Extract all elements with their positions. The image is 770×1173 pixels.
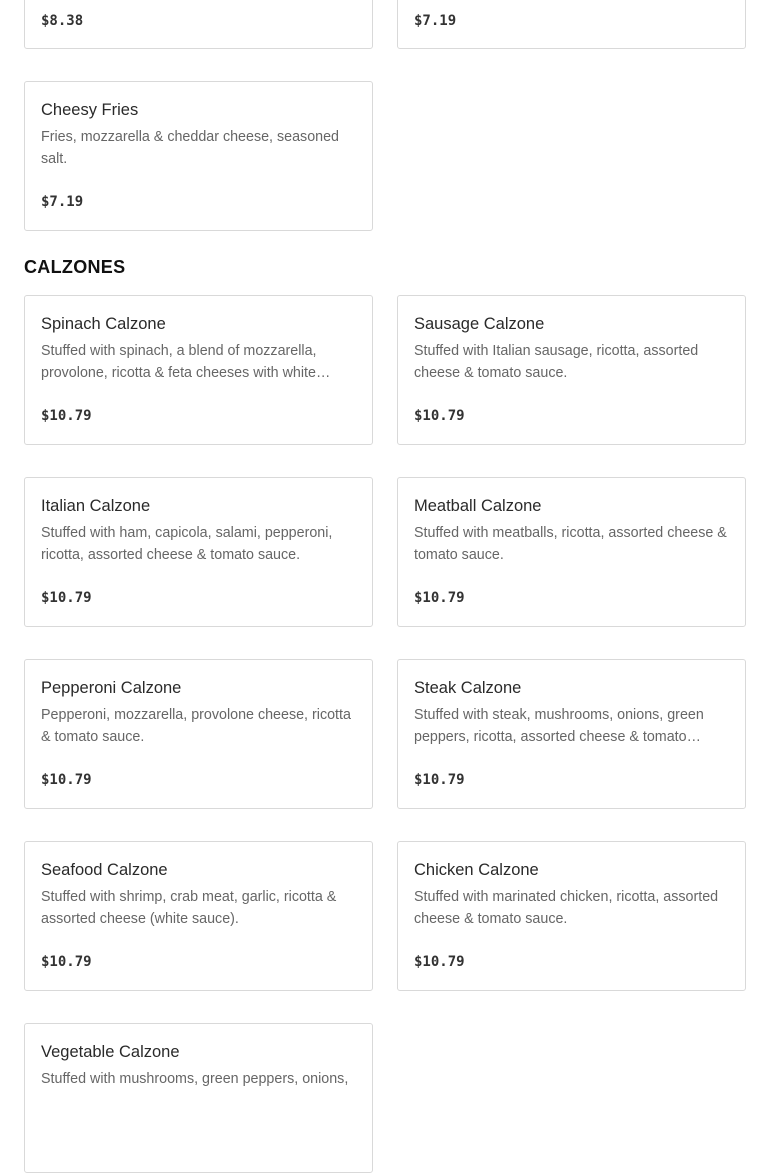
item-description: Stuffed with shrimp, crab meat, garlic, ricotta & assorted cheese (white sauce).: [41, 889, 337, 927]
menu-item-card-meatball-calzone[interactable]: [397, 477, 746, 627]
menu-item-card[interactable]: [397, 0, 746, 49]
item-price: $7.19: [41, 194, 84, 210]
item-price: $10.79: [414, 954, 465, 970]
item-price: $10.79: [41, 408, 92, 424]
menu-item-card-spinach-calzone[interactable]: [24, 295, 373, 445]
item-name: Cheesy Fries: [41, 101, 139, 119]
item-description: Stuffed with ham, capicola, salami, pepperoni, ricotta, assorted cheese & tomato sauce.: [41, 525, 333, 563]
item-description: Pepperoni, mozzarella, provolone cheese, ricotta & tomato sauce.: [41, 707, 351, 745]
item-name: Steak Calzone: [414, 679, 522, 697]
item-price: $10.79: [41, 772, 92, 788]
item-price: $10.79: [414, 408, 465, 424]
item-name: Vegetable Calzone: [41, 1043, 180, 1061]
item-name: Sausage Calzone: [414, 315, 545, 333]
item-description: Fries, mozzarella & cheddar cheese, seasoned salt.: [41, 129, 340, 167]
item-name: Italian Calzone: [41, 497, 151, 515]
menu-item-card-steak-calzone[interactable]: [397, 659, 746, 809]
section-title-calzones: CALZONES: [24, 257, 126, 277]
menu-item-card-vegetable-calzone[interactable]: [24, 1023, 373, 1173]
menu-item-card[interactable]: [24, 0, 373, 49]
menu-item-card-pepperoni-calzone[interactable]: [24, 659, 373, 809]
menu-item-card-italian-calzone[interactable]: [24, 477, 373, 627]
menu-item-card-seafood-calzone[interactable]: [24, 841, 373, 991]
item-name: Chicken Calzone: [414, 861, 539, 879]
item-description: Stuffed with Italian sausage, ricotta, assorted cheese & tomato sauce.: [414, 343, 699, 381]
item-name: Pepperoni Calzone: [41, 679, 182, 697]
item-price: $10.79: [41, 954, 92, 970]
item-price: $10.79: [414, 590, 465, 606]
item-description: Stuffed with spinach, a blend of mozzarella, provolone, ricotta & feta cheeses with white…: [41, 343, 331, 381]
item-price: $8.38: [41, 13, 84, 29]
item-description: Stuffed with mushrooms, green peppers, onions,: [41, 1071, 349, 1087]
item-name: Spinach Calzone: [41, 315, 166, 333]
item-description: Stuffed with marinated chicken, ricotta, assorted cheese & tomato sauce.: [414, 889, 719, 927]
item-name: Meatball Calzone: [414, 497, 542, 515]
item-name: Seafood Calzone: [41, 861, 168, 879]
item-price: $7.19: [414, 13, 457, 29]
menu-item-card-chicken-calzone[interactable]: [397, 841, 746, 991]
menu-item-card-cheesy-fries[interactable]: [24, 81, 373, 231]
menu-item-card-sausage-calzone[interactable]: [397, 295, 746, 445]
item-price: $10.79: [41, 590, 92, 606]
item-description: Stuffed with steak, mushrooms, onions, green peppers, ricotta, assorted cheese & tomato…: [414, 707, 704, 745]
item-price: $10.79: [414, 772, 465, 788]
item-description: Stuffed with meatballs, ricotta, assorted cheese & tomato sauce.: [414, 525, 727, 563]
